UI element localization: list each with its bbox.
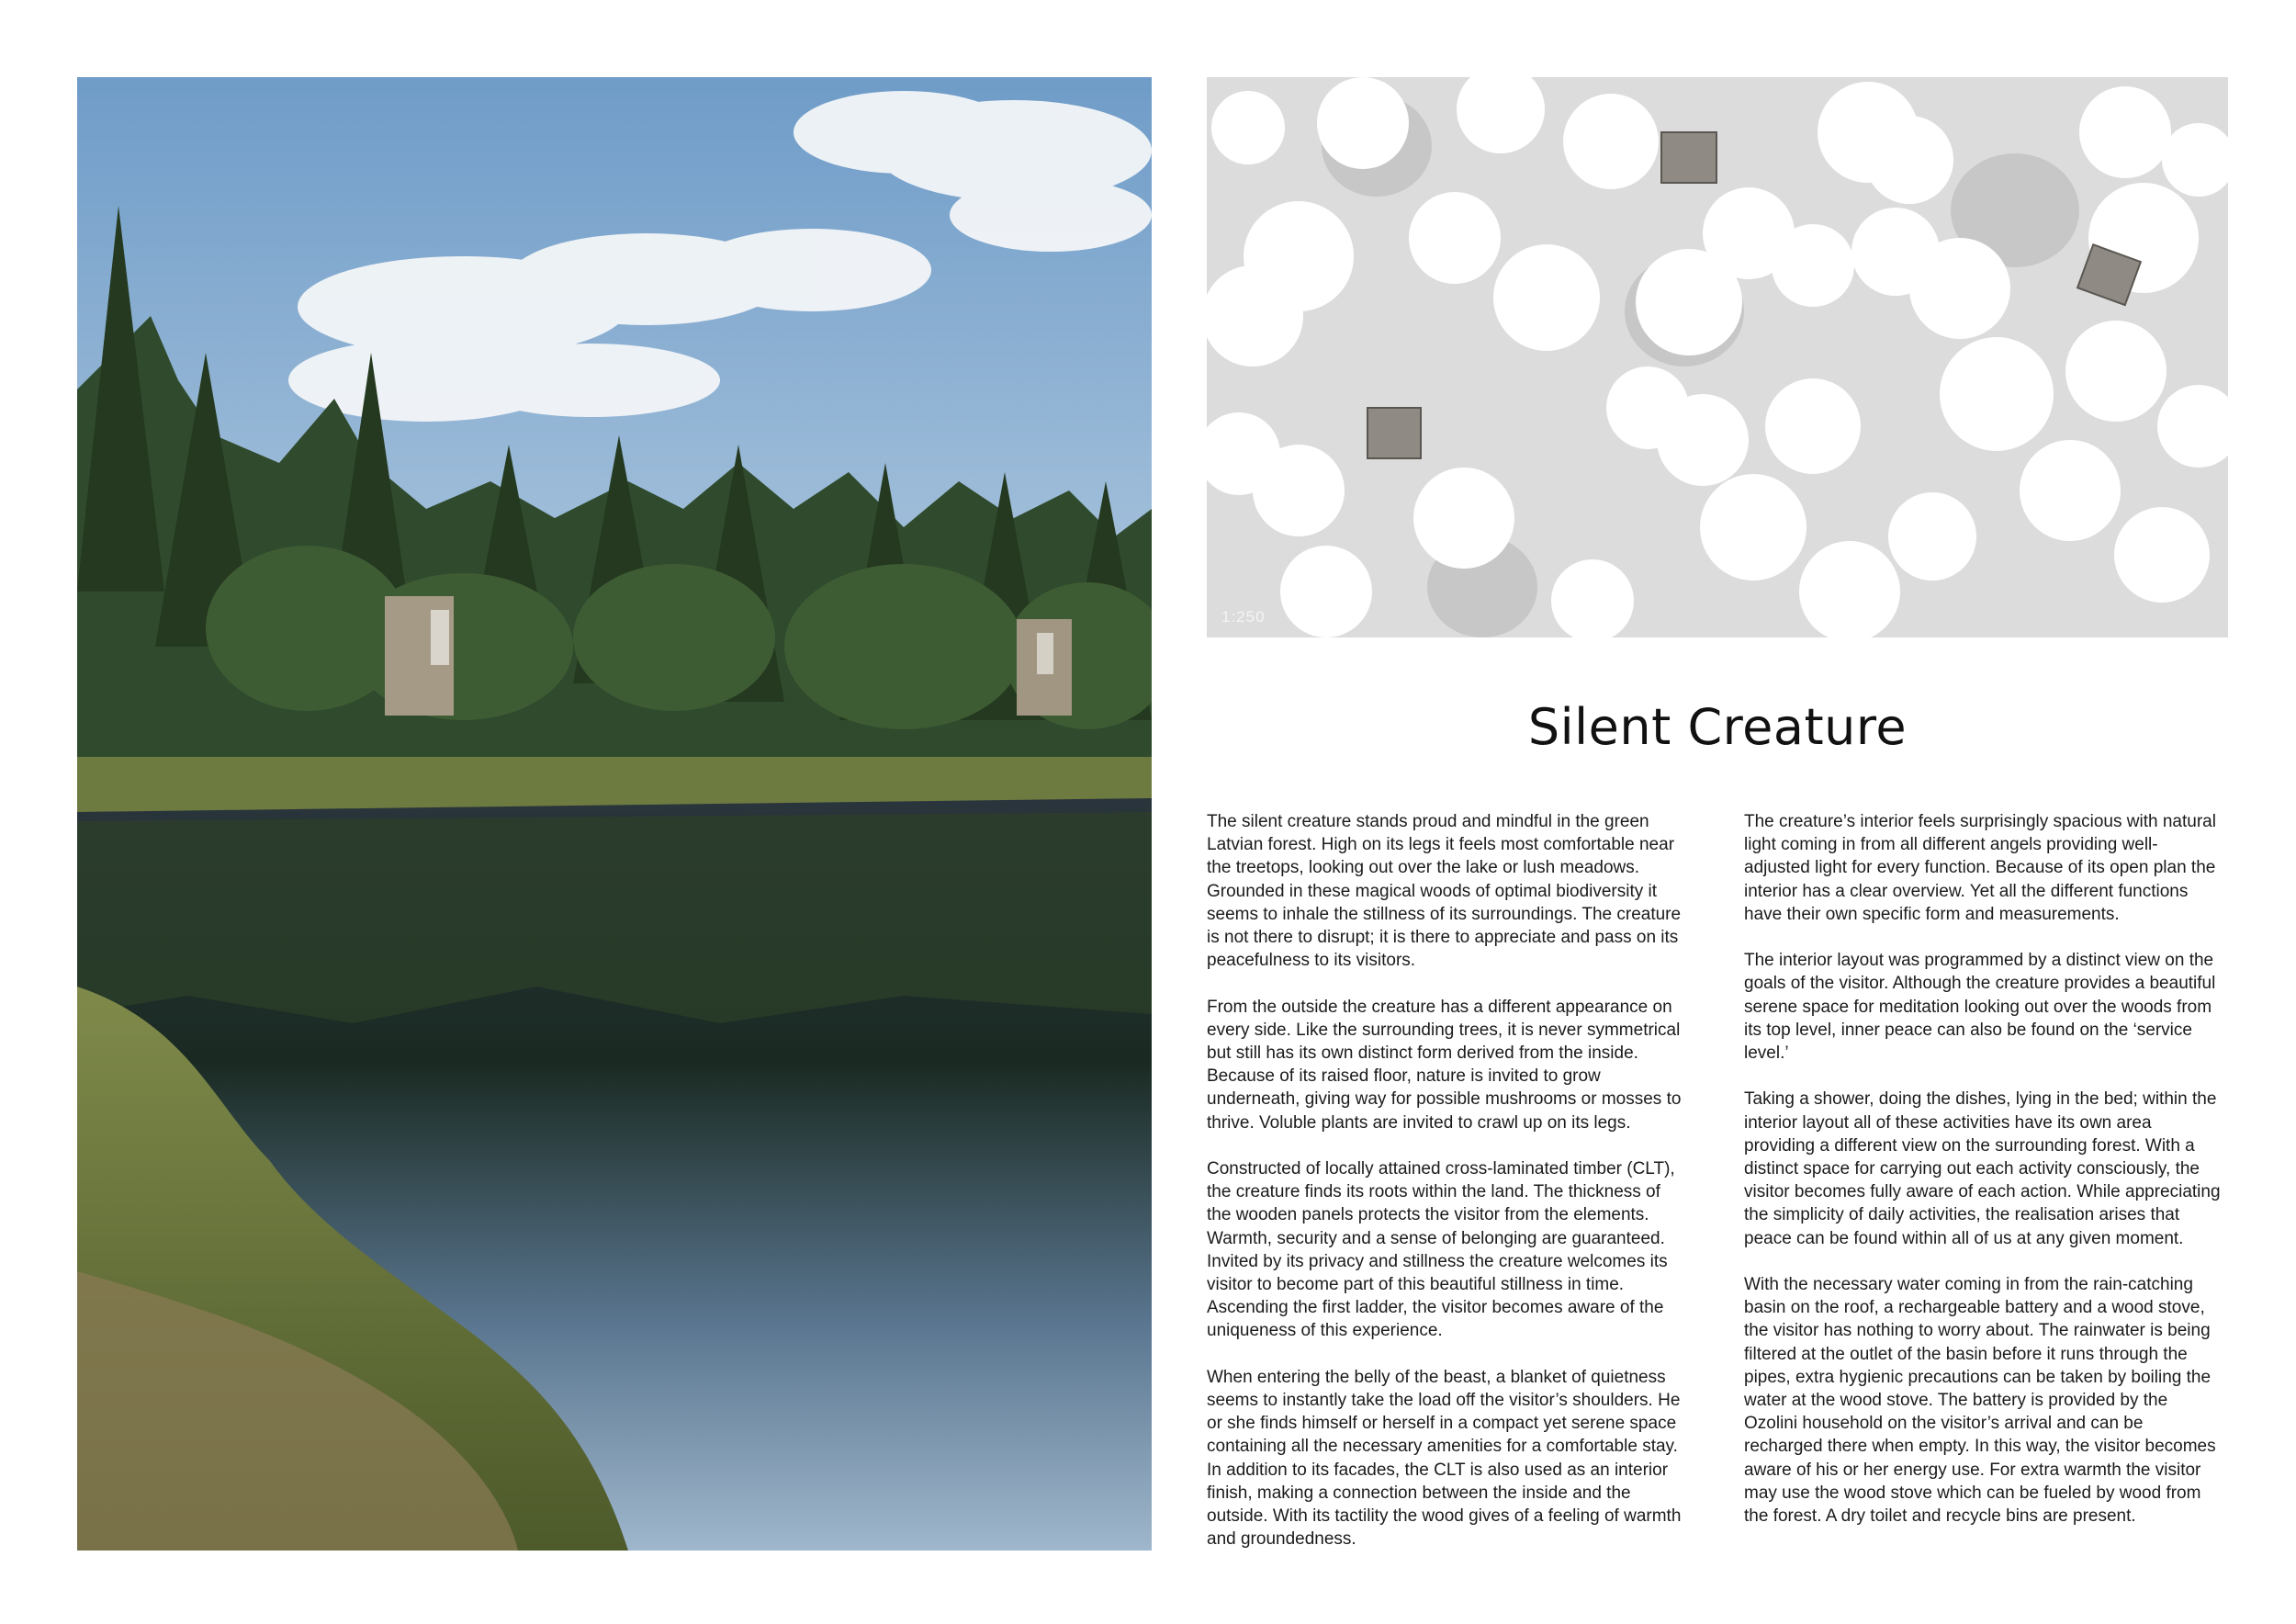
paragraph: Constructed of locally attained cross-laminated timber (CLT), the creature finds its roots within the land. The thickness of the wooden panels protects the visitor from the elements. Warmth, security and a sense of belonging are guaranteed. Invited by its privacy and stillness the creature welcomes its visitor to become part of this beautiful stillness in time. Ascending the first ladder, the visitor becomes aware of the uniqueness of this experience. [1207, 1159, 1675, 1341]
paragraph: The silent creature stands proud and mindful in the green Latvian forest. High on its legs it feels most comfortable near the treetops, looking out over the lake or lush meadows. Grounded in these magical woods of optimal biodiversity it seems to inhale the stillness of its surroundings. The creature is not there to disrupt; it is there to appreciate and pass on its peacefulness to its visitors. [1207, 812, 1682, 971]
paragraph: When entering the belly of the beast, a blanket of quietness seems to instantly take the load off the visitor’s shoulders. He or she finds himself or herself in a compact yet serene space containing all the necessary amenities for a comfortable stay. In addition to its facades, the CLT is also used as an interior finish, making a connection between the inside and the outside. With its tactility the wood gives of a feeling of warmth and groundedness. [1207, 1367, 1682, 1550]
scale-label: 1:250 [1221, 608, 1266, 626]
paragraph: From the outside the creature has a different appearance on every side. Like the surrounding trees, it is never symmetrical but still has its own distinct form derived from the inside. Because of its raised floor, nature is invited to grow underneath, giving way for possible mushrooms or mosses to thrive. Voluble plants are invited to crawl up on its legs. [1207, 997, 1682, 1133]
photo-icon [77, 77, 1152, 1551]
site-plan-icon [1207, 77, 2228, 637]
paragraph: Taking a shower, doing the dishes, lying in the bed; within the interior layout all of these activities have its own area providing a different view on the surrounding forest. With a distinct space for carrying out each activity consciously, the visitor becomes fully aware of each action. While appreciating the simplicity of daily activities, the realisation arises that peace can be found within all of us at any given moment. [1744, 1089, 2221, 1248]
site-plan-drawing [1207, 77, 2228, 637]
text-column-left [1207, 810, 1684, 1574]
text-column-right [1744, 810, 2222, 1551]
paragraph: The interior layout was programmed by a distinct view on the goals of the visitor. Although the creature provides a beautiful serene space for meditation looking out over the woods from its top level, inner peace can also be found on the ‘service level.’ [1744, 951, 2216, 1064]
paragraph: The creature’s interior feels surprisingly spacious with natural light coming in from all different angels providing well-adjusted light for every function. Because of its open plan the interior has a clear overview. Yet all the different functions have their own specific form and measurements. [1744, 812, 2216, 924]
forest-lake-photo [77, 77, 1152, 1551]
paragraph: With the necessary water coming in from the rain-catching basin on the roof, a rechargeable battery and a wood stove, the visitor has nothing to worry about. The rainwater is being filtered at the outlet of the basin before it runs through the pipes, extra hygienic precautions can be taken by boiling the water at the wood stove. The battery is provided by the Ozolini household on the visitor’s arrival and can be recharged there when empty. In this way, the visitor becomes aware of his or her energy use. For extra warmth the visitor may use the wood stove which can be fueled by wood from the forest. A dry toilet and recycle bins are present. [1744, 1275, 2216, 1527]
page-title: Silent Creature [1527, 698, 1908, 756]
